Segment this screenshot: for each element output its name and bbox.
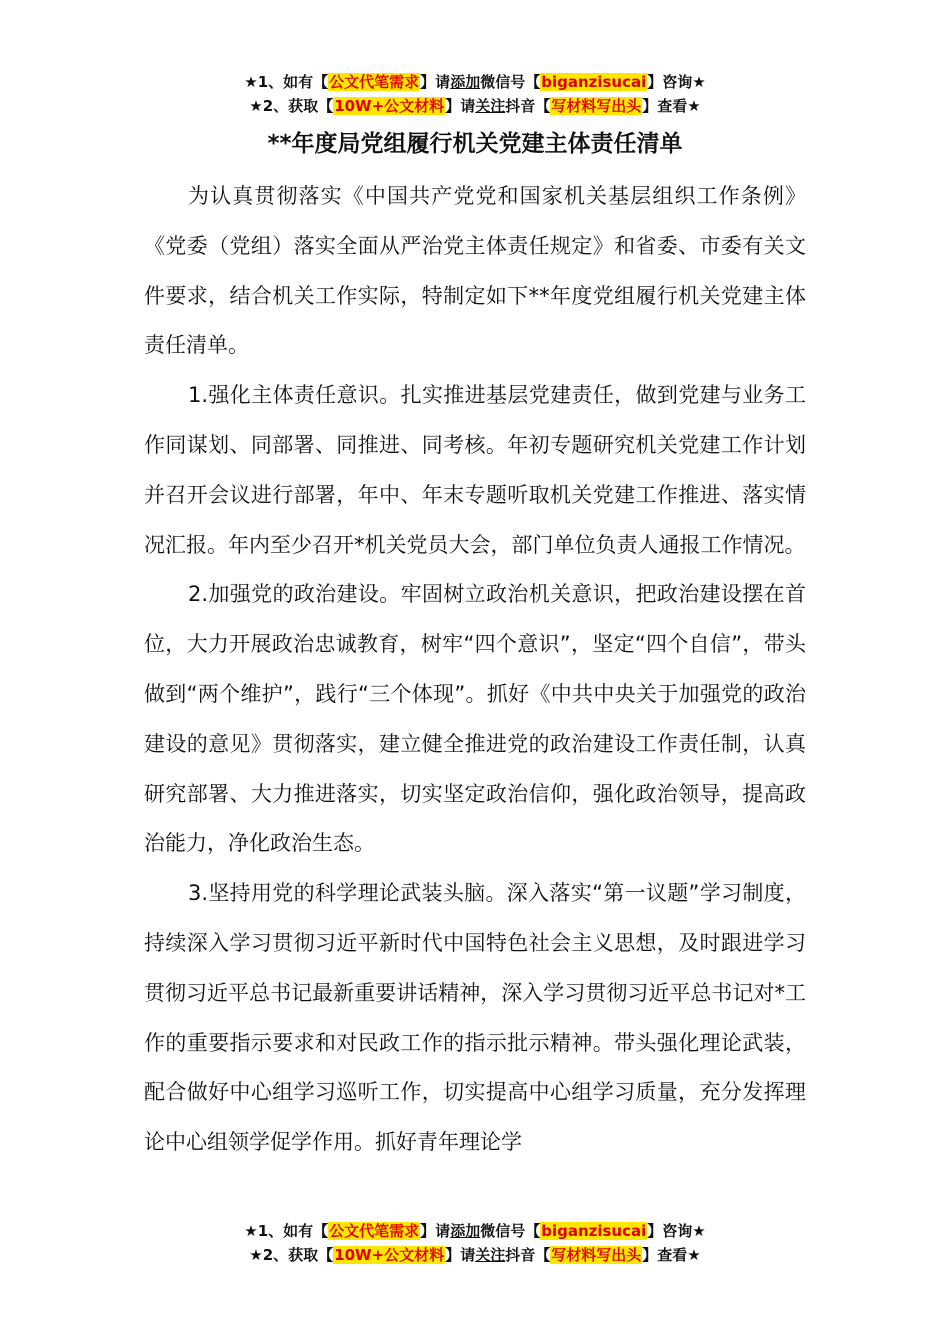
promo-highlight: 10W+公文材料 [334, 97, 445, 115]
promo-text: 】咨询★ [647, 1222, 706, 1240]
promo-text: 微信号【 [480, 73, 541, 91]
promo-banner-bottom [0, 1219, 950, 1267]
promo-highlight: 10W+公文材料 [334, 1246, 445, 1264]
promo-text: 抖音【 [505, 1246, 551, 1264]
promo-highlight: 写材料写出头 [551, 97, 642, 115]
promo-highlight: biganzisucai [541, 1222, 647, 1240]
promo-text: ★2、获取【 [249, 1246, 334, 1264]
promo-highlight: 公文代笔需求 [329, 1222, 420, 1240]
paragraph-3: 3.坚持用党的科学理论武装头脑。深入落实“第一议题”学习制度，持续深入学习贯彻习近平新时代中国特色社会主义思想，及时跟进学习贯彻习近平总书记最新重要讲话精神，深入学习贯彻习近平总书记对*工作的重要指示要求和对民政工作的指示批示精神。带头强化理论武装，配合做好中心组学习巡听工作，切实提高中心组学习质量，充分发挥理论中心组领学促学作用。抓好青年理论学 [144, 881, 806, 1155]
promo-text: 】请 [445, 1246, 476, 1264]
promo-highlight: 公文代笔需求 [329, 73, 420, 91]
promo-text: 微信号【 [480, 1222, 541, 1240]
promo-text: 】请 [420, 1222, 451, 1240]
promo-text: 】咨询★ [647, 73, 706, 91]
promo-text: ★1、如有【 [244, 73, 329, 91]
promo-text: ★1、如有【 [244, 1222, 329, 1240]
paragraph-1: 1.强化主体责任意识。扎实推进基层党建责任，做到党建与业务工作同谋划、同部署、同推进、同考核。年初专题研究机关党建工作计划并召开会议进行部署，年中、年末专题听取机关党建工作推进、落实情况汇报。年内至少召开*机关党员大会，部门单位负责人通报工作情况。 [144, 383, 806, 557]
promo-highlight: biganzisucai [541, 73, 647, 91]
promo-text: 】请 [420, 73, 451, 91]
promo-text: 】请 [445, 97, 476, 115]
promo-line-1 [0, 1219, 950, 1243]
promo-text: 】查看★ [642, 1246, 701, 1264]
document-body [144, 172, 806, 1168]
paragraph-intro: 为认真贯彻落实《中国共产党党和国家机关基层组织工作条例》《党委（党组）落实全面从严治党主体责任规定》和省委、市委有关文件要求，结合机关工作实际，特制定如下**年度党组履行机关党建主体责任清单。 [144, 184, 806, 358]
promo-banner-top [0, 70, 950, 118]
promo-text: 抖音【 [505, 97, 551, 115]
promo-text: 】查看★ [642, 97, 701, 115]
promo-line-2 [0, 94, 950, 118]
promo-text: ★2、获取【 [249, 97, 334, 115]
promo-underline: 关注 [475, 97, 506, 115]
promo-line-2 [0, 1243, 950, 1267]
document-title: **年度局党组履行机关党建主体责任清单 [267, 131, 683, 157]
promo-highlight: 写材料写出头 [551, 1246, 642, 1264]
promo-line-1 [0, 70, 950, 94]
promo-underline: 添加 [450, 73, 481, 91]
promo-underline: 关注 [475, 1246, 506, 1264]
promo-underline: 添加 [450, 1222, 481, 1240]
paragraph-2: 2.加强党的政治建设。牢固树立政治机关意识，把政治建设摆在首位，大力开展政治忠诚教育，树牢“四个意识”，坚定“四个自信”，带头做到“两个维护”，践行“三个体现”。抓好《中共中央关于加强党的政治建设的意见》贯彻落实，建立健全推进党的政治建设工作责任制，认真研究部署、大力推进落实，切实坚定政治信仰，强化政治领导，提高政治能力，净化政治生态。 [144, 582, 806, 856]
